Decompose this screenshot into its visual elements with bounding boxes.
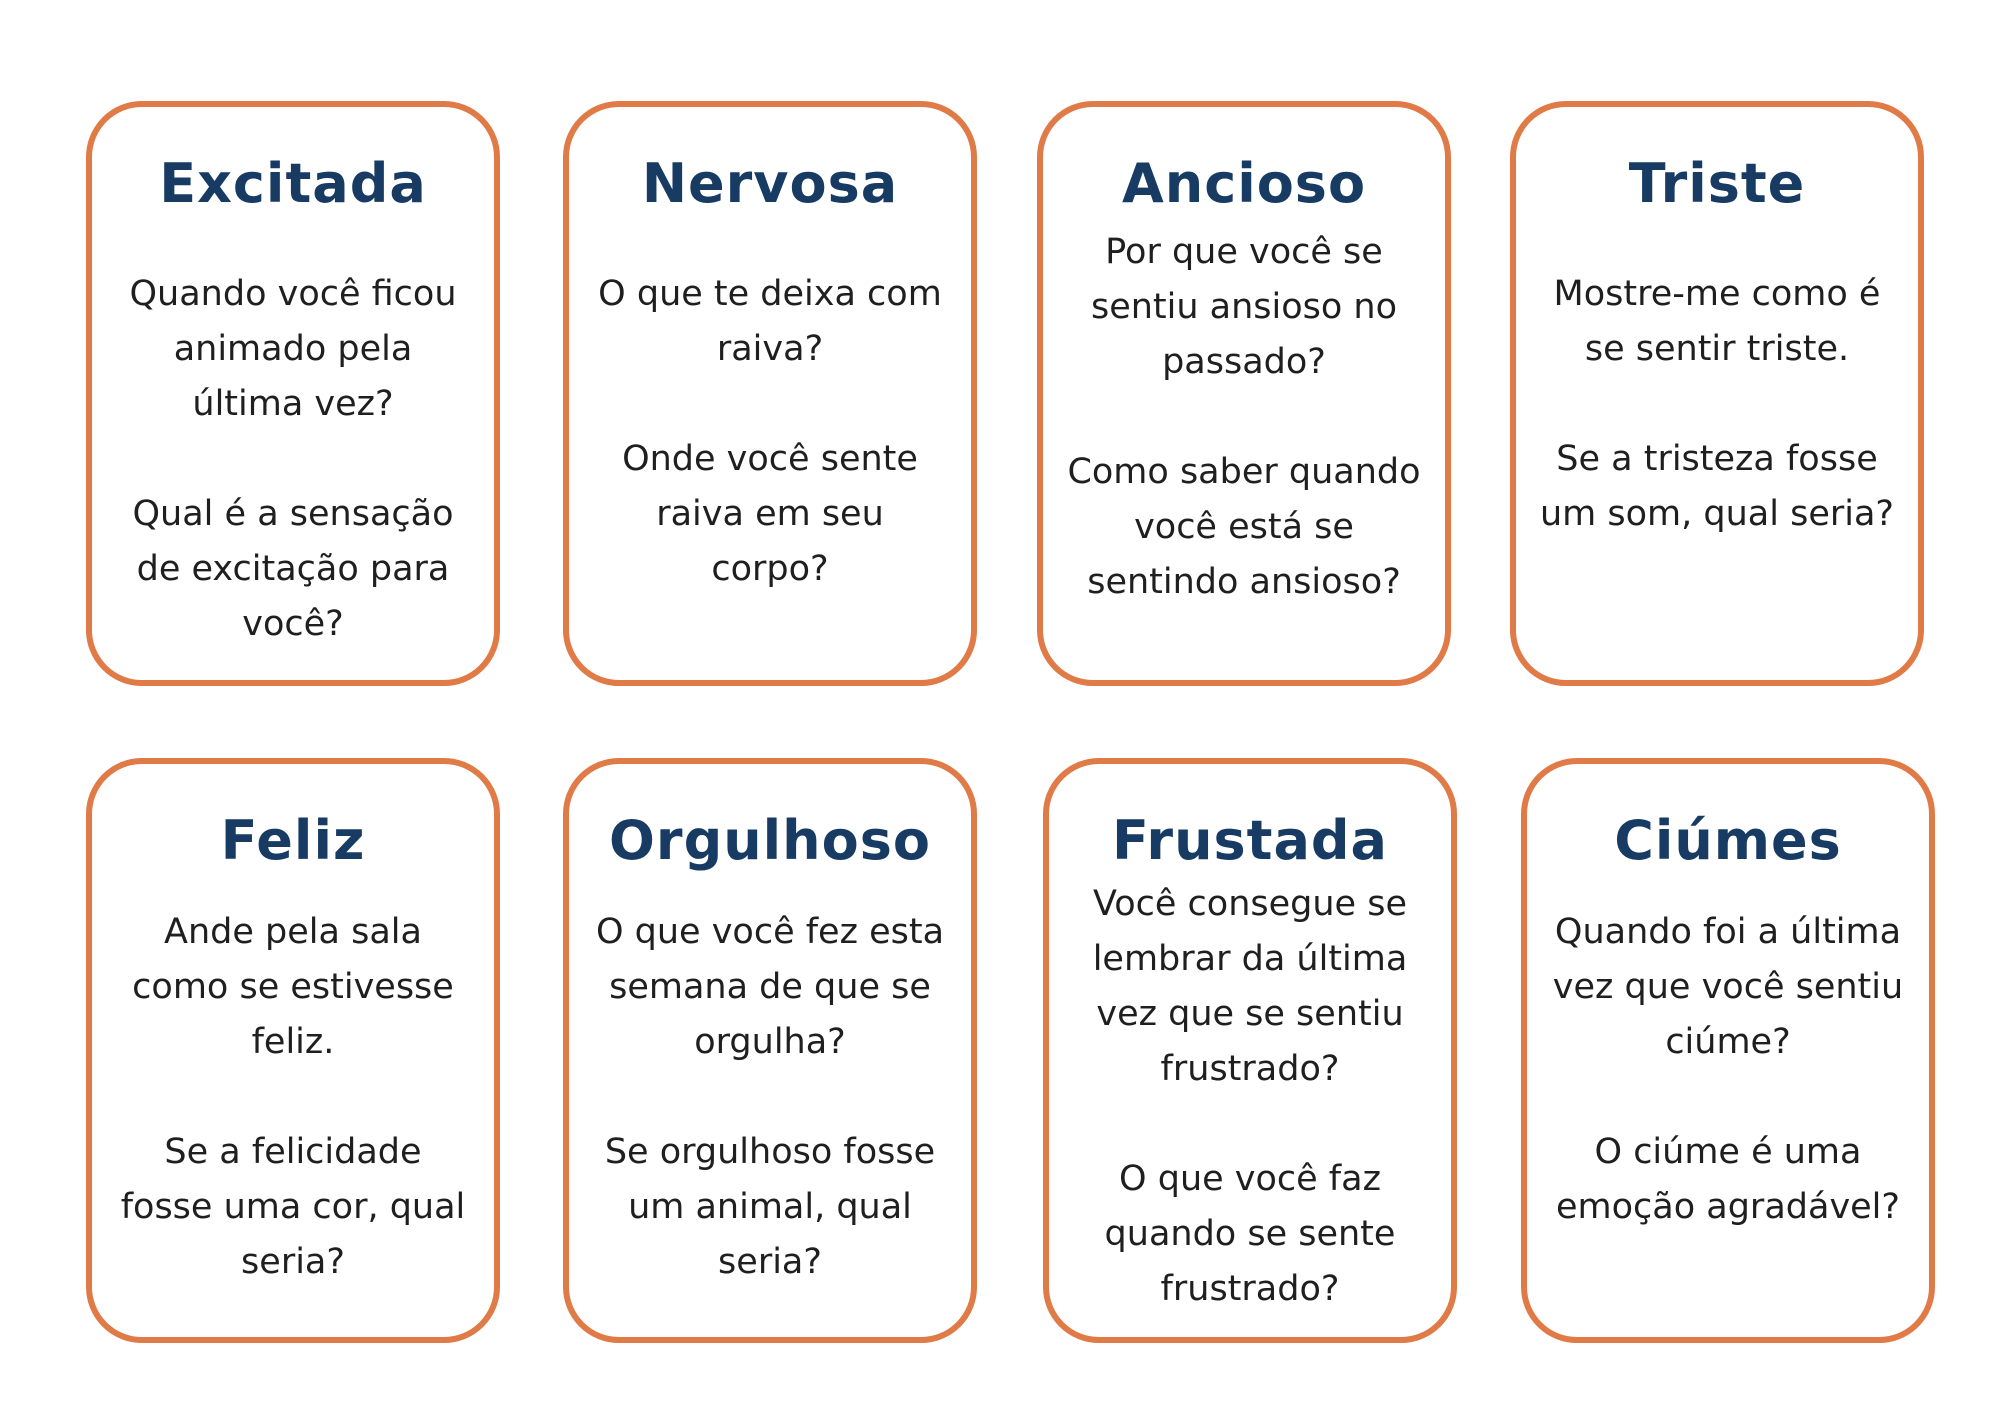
- card-body: [593, 267, 947, 597]
- card-title: Frustada: [1112, 809, 1388, 872]
- card-question: O que você faz quando se sente frustrado?: [1104, 1159, 1396, 1309]
- card-body: [1540, 267, 1894, 542]
- card-title: Orgulhoso: [609, 809, 931, 872]
- card-question: Onde você sente raiva em seu corpo?: [622, 439, 918, 589]
- emotion-card-ciumes: [1521, 758, 1935, 1343]
- emotion-card-ancioso: [1037, 101, 1451, 686]
- card-question: Se orgulhoso fosse um animal, qual seria?: [604, 1132, 936, 1282]
- card-title: Ancioso: [1121, 152, 1367, 215]
- card-title: Triste: [1628, 152, 1806, 215]
- card-question: Se a felicidade fosse uma cor, qual seria?: [120, 1132, 466, 1282]
- card-question: Por que você se sentiu ansioso no passado?: [1090, 232, 1398, 382]
- card-question: Qual é a sensação de excitação para você?: [132, 494, 454, 644]
- emotion-card-feliz: [86, 758, 500, 1343]
- card-question: Ande pela sala como se estivesse feliz.: [132, 912, 454, 1062]
- emotion-card-frustada: [1043, 758, 1457, 1343]
- emotion-card-nervosa: [563, 101, 977, 686]
- card-body: [593, 905, 947, 1290]
- card-body: [116, 905, 470, 1290]
- card-title: Nervosa: [641, 152, 899, 215]
- card-body: [116, 267, 470, 652]
- card-title: Feliz: [220, 809, 366, 872]
- card-question: Como saber quando você está se sentindo ansioso?: [1067, 452, 1421, 602]
- emotion-card-triste: [1510, 101, 1924, 686]
- card-body: [1073, 877, 1427, 1317]
- card-question: O que você fez esta semana de que se orgulha?: [595, 912, 945, 1062]
- card-body: [1551, 905, 1905, 1235]
- card-question: Quando você ficou animado pela última vez?: [129, 274, 457, 424]
- card-question: Quando foi a última vez que você sentiu ciúme?: [1552, 912, 1904, 1062]
- card-title: Ciúmes: [1614, 809, 1842, 872]
- emotion-card-excitada: [86, 101, 500, 686]
- emotion-card-orgulhoso: [563, 758, 977, 1343]
- card-question: O ciúme é uma emoção agradável?: [1556, 1132, 1900, 1227]
- card-title: Excitada: [159, 152, 427, 215]
- card-body: [1067, 225, 1421, 610]
- card-question: O que te deixa com raiva?: [598, 274, 942, 369]
- card-question: Se a tristeza fosse um som, qual seria?: [1540, 439, 1894, 534]
- card-question: Mostre-me como é se sentir triste.: [1553, 274, 1881, 369]
- card-question: Você consegue se lembrar da última vez que se sentiu frustrado?: [1092, 884, 1408, 1089]
